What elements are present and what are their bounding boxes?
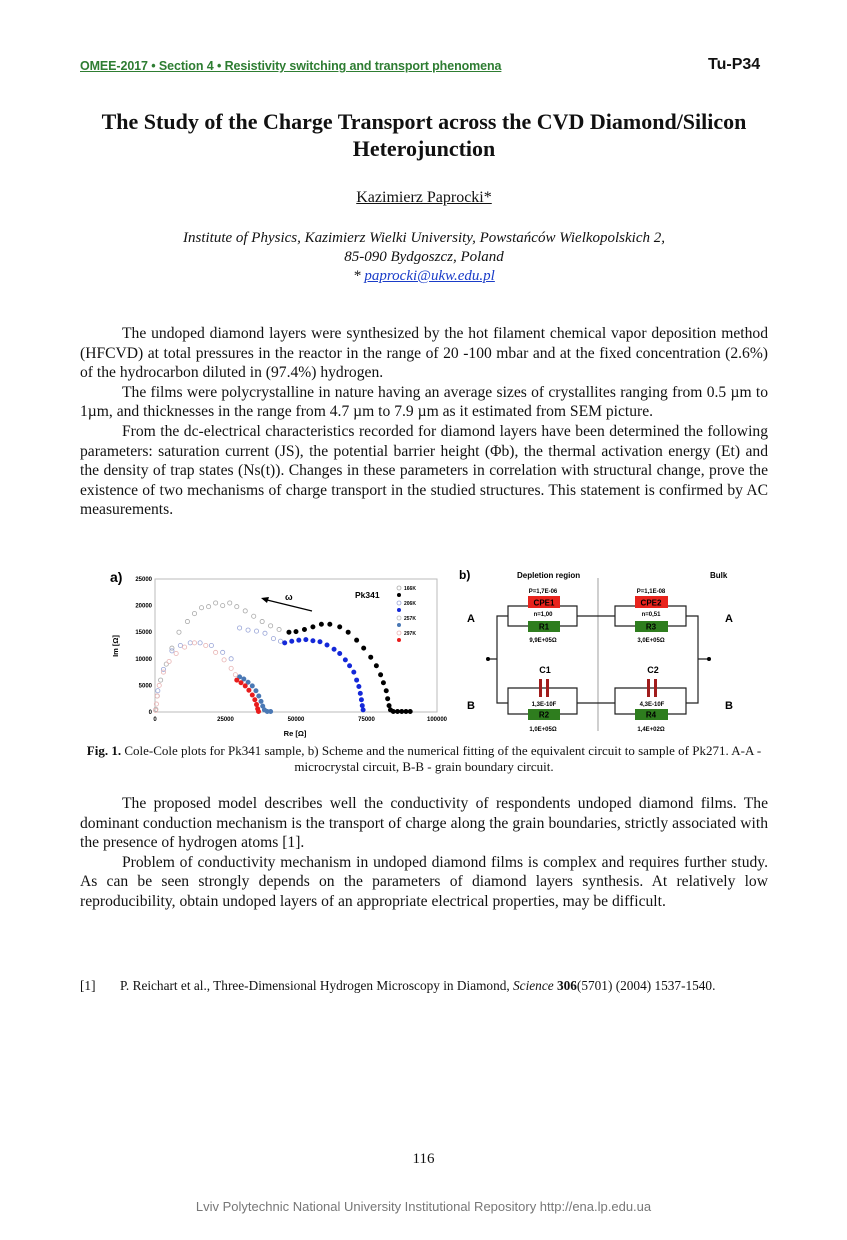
paragraph: The films were polycrystalline in nature having an average sizes of crystallites ranging from 0.5 µm to 1µm, and thicknesses in the range from 4.7 µm to 7.9 µm as it estimated from SEM picture. (80, 383, 768, 421)
data-point (177, 630, 181, 634)
data-point (269, 624, 273, 628)
legend-marker-open (397, 631, 401, 635)
repository-footer: Lviv Polytechnic National University Institutional Repository http://ena.lp.edu.ua (195, 1199, 652, 1214)
bulk-title: Bulk (710, 571, 728, 580)
reference-pages: (5701) (2004) 1537-1540. (576, 978, 716, 993)
cpe2-label: CPE2 (640, 598, 662, 608)
data-point (257, 694, 261, 698)
email-prefix: * (353, 268, 365, 284)
data-point (247, 688, 251, 692)
data-point (198, 641, 202, 645)
paper-title: The Study of the Charge Transport across the CVD Diamond/Silicon Heterojunction (101, 109, 747, 161)
data-point (235, 605, 239, 609)
y-tick-label: 20000 (135, 603, 152, 610)
data-point (384, 689, 388, 693)
data-point (167, 659, 171, 663)
reference-item (80, 977, 768, 994)
data-point (214, 601, 218, 605)
plot-frame (155, 579, 437, 712)
data-point (369, 655, 373, 659)
data-point (319, 622, 323, 626)
data-point (238, 626, 242, 630)
r2-label: R2 (538, 710, 550, 720)
terminal-left (486, 657, 490, 661)
paragraph: The proposed model describes well the conductivity of respondents undoped diamond films. The dominant conduction mechanism is the transport of charge along the grain boundaries, strictly associated with the presence of hydrogen atoms [1]. (80, 795, 768, 852)
c2-value: 4,3E-10F (639, 702, 665, 708)
data-point (297, 638, 301, 642)
row-label-b-left: B (467, 700, 475, 712)
x-tick-label: 0 (153, 717, 157, 723)
data-point (404, 709, 408, 713)
cpe1-label: CPE1 (533, 598, 555, 608)
legend-label: 257K (404, 616, 416, 622)
data-point (250, 693, 254, 697)
data-point (157, 683, 161, 687)
reference-text (120, 977, 715, 994)
paper-code: Tu-P34 (708, 56, 761, 73)
x-tick-label: 100000 (426, 717, 448, 723)
cpe1-p: P=1,7E-06 (528, 589, 558, 595)
y-tick-label: 15000 (135, 630, 152, 637)
r2-value: 1,0E+05Ω (529, 727, 557, 733)
legend-marker-filled (397, 593, 401, 597)
r3-value: 3,0E+05Ω (637, 638, 665, 644)
y-tick-label: 0 (148, 710, 152, 716)
data-point (325, 643, 329, 647)
reference-journal: Science (513, 978, 554, 993)
data-point (209, 643, 213, 647)
data-point (185, 619, 189, 623)
y-axis-label: Im [Ω] (111, 635, 120, 657)
data-point (239, 681, 243, 685)
running-header: OMEE-2017 • Section 4 • Resistivity switching and transport phenomena (80, 59, 502, 73)
data-point (254, 702, 258, 706)
legend-marker-open (397, 601, 401, 605)
c2-plate (647, 679, 650, 697)
affiliation-line-1: Institute of Physics, Kazimierz Wielki University, Powstańców Wielkopolskich 2, (182, 230, 666, 246)
terminal-right (707, 657, 711, 661)
data-point (170, 649, 174, 653)
cpe2-n: n=0,51 (641, 612, 661, 618)
legend-label: 166K (404, 586, 416, 592)
data-point (155, 694, 159, 698)
email-link[interactable]: paprocki@ukw.edu.pl (364, 268, 495, 284)
data-point (221, 604, 225, 608)
paragraph: Problem of conductivity mechanism in undoped diamond films is complex and requires further study. As can be seen strongly depends on the parameters of diamond layers synthesis. At relatively low reproducibility, obtain undoped layers of an appropriate electrical properties, may be difficult. (80, 853, 768, 910)
data-point (271, 636, 275, 640)
r1-value: 9,9E+05Ω (529, 638, 557, 644)
legend-marker-filled (397, 638, 401, 642)
data-point (204, 643, 208, 647)
data-point (294, 630, 298, 634)
paragraph: From the dc-electrical characteristics recorded for diamond layers have been determined the following parameters: saturation current (JS), the potential barrier height (Φb), the thermal activation energy (Et) and the density of trap states (Ns(t)). Changes in these parameters in correlation with structural change, prove the existence of two mechanisms of charge transport in the studied structures. This statement is confirmed by AC measurements. (80, 422, 768, 519)
omega-annotation: ω (285, 592, 293, 602)
depletion-region-title: Depletion region (517, 571, 581, 580)
data-point (260, 619, 264, 623)
data-point (214, 650, 218, 654)
x-tick-label: 75000 (358, 717, 375, 723)
data-point (242, 677, 246, 681)
data-point (192, 641, 196, 645)
data-point (252, 614, 256, 618)
r4-label: R4 (645, 710, 657, 720)
data-point (311, 639, 315, 643)
data-point (304, 638, 308, 642)
figure-1 (105, 566, 765, 741)
data-point (183, 645, 187, 649)
data-point (395, 709, 399, 713)
author: Kazimierz Paprocki* (356, 189, 492, 206)
data-point (206, 605, 210, 609)
data-point (159, 678, 163, 682)
cole-cole-chart (105, 566, 450, 741)
data-point (188, 641, 192, 645)
data-point (256, 709, 260, 713)
data-point (408, 709, 412, 713)
data-point (254, 689, 258, 693)
data-point (360, 704, 364, 708)
data-point (178, 643, 182, 647)
legend-marker-filled (397, 608, 401, 612)
cpe2-p: P=1,1E-08 (636, 589, 666, 595)
data-point (199, 606, 203, 610)
row-label-b-right: B (725, 700, 733, 712)
data-point (161, 670, 165, 674)
data-point (361, 708, 365, 712)
panel-label-b: b) (459, 568, 471, 582)
data-point (228, 601, 232, 605)
c2-label: C2 (647, 665, 659, 675)
x-tick-label: 25000 (217, 717, 234, 723)
data-point (362, 646, 366, 650)
arrow-head-icon (261, 597, 269, 603)
legend-marker-filled (397, 623, 401, 627)
data-point (259, 699, 263, 703)
legend-label: 297K (404, 631, 416, 637)
data-point (374, 664, 378, 668)
data-point (391, 709, 395, 713)
reference-volume: 306 (556, 978, 577, 993)
data-point (283, 641, 287, 645)
row-label-a-right: A (725, 613, 733, 625)
data-point (343, 658, 347, 662)
equivalent-circuit (455, 566, 765, 741)
data-point (400, 709, 404, 713)
r3-label: R3 (645, 622, 657, 632)
caption-text: Cole-Cole plots for Pk341 sample, b) Scheme and the numerical fitting of the equivalent circuit to sample of Pk271. A-A - microcrystal circuit, B-B - grain boundary circuit. (121, 743, 762, 774)
data-point (277, 627, 281, 631)
y-tick-label: 10000 (135, 656, 152, 663)
data-point (346, 630, 350, 634)
data-point (359, 698, 363, 702)
data-point (311, 625, 315, 629)
data-point (254, 629, 258, 633)
y-tick-label: 25000 (135, 577, 152, 583)
data-point (243, 609, 247, 613)
data-point (278, 639, 282, 643)
data-point (328, 622, 332, 626)
data-point (221, 650, 225, 654)
c2-plate (654, 679, 657, 697)
page-number: 116 (412, 1151, 435, 1167)
data-point (156, 689, 160, 693)
data-point (174, 651, 178, 655)
affiliation (80, 229, 768, 286)
data-point (243, 684, 247, 688)
data-point (318, 640, 322, 644)
data-point (355, 678, 359, 682)
data-point (192, 611, 196, 615)
data-point (352, 670, 356, 674)
legend-marker-open (397, 616, 401, 620)
c1-value: 1,3E-10F (531, 702, 557, 708)
c1-label: C1 (539, 665, 551, 675)
c1-plate (539, 679, 542, 697)
data-point (290, 639, 294, 643)
reference-authors-title: P. Reichart et al., Three-Dimensional Hydrogen Microscopy in Diamond, (120, 978, 514, 993)
data-point (338, 651, 342, 655)
paragraph: The undoped diamond layers were synthesized by the hot filament chemical vapor deposition method (HFCVD) at total pressures in the reactor in the range of 20 -100 mbar and at the fixed concentration (2.6%) of the hydrocarbon diluted in (97.4%) hydrogen. (80, 325, 768, 382)
data-point (357, 684, 361, 688)
legend-label: 206K (404, 601, 416, 607)
data-point (229, 657, 233, 661)
data-point (222, 658, 226, 662)
panel-label-a: a) (110, 569, 123, 585)
data-point (269, 709, 273, 713)
reference-number: [1] (80, 978, 96, 993)
data-point (235, 678, 239, 682)
legend-marker-open (397, 586, 401, 590)
r1-label: R1 (538, 622, 550, 632)
data-point (386, 697, 390, 701)
chart-title: Pk341 (355, 590, 380, 600)
data-point (332, 647, 336, 651)
data-point (263, 631, 267, 635)
caption-label: Fig. 1. (86, 743, 122, 758)
data-point (347, 664, 351, 668)
data-point (233, 673, 237, 677)
row-label-a-left: A (467, 613, 475, 625)
data-point (246, 680, 250, 684)
data-point (358, 691, 362, 695)
data-point (229, 666, 233, 670)
figure-caption (80, 743, 768, 775)
affiliation-line-2: 85-090 Bydgoszcz, Poland (344, 249, 504, 265)
data-point (302, 627, 306, 631)
data-point (250, 684, 254, 688)
data-point (253, 698, 257, 702)
data-point (381, 681, 385, 685)
r4-value: 1,4E+02Ω (637, 727, 665, 733)
x-axis-label: Re [Ω] (283, 729, 307, 738)
x-tick-label: 50000 (287, 717, 305, 723)
data-point (287, 630, 291, 634)
cpe1-n: n=1,00 (533, 612, 553, 618)
body-text-before (80, 324, 768, 520)
data-point (246, 628, 250, 632)
data-point (379, 673, 383, 677)
c1-plate (546, 679, 549, 697)
body-text-after (80, 794, 768, 912)
data-point (355, 638, 359, 642)
y-tick-label: 5000 (138, 683, 152, 690)
data-point (338, 625, 342, 629)
data-point (387, 704, 391, 708)
